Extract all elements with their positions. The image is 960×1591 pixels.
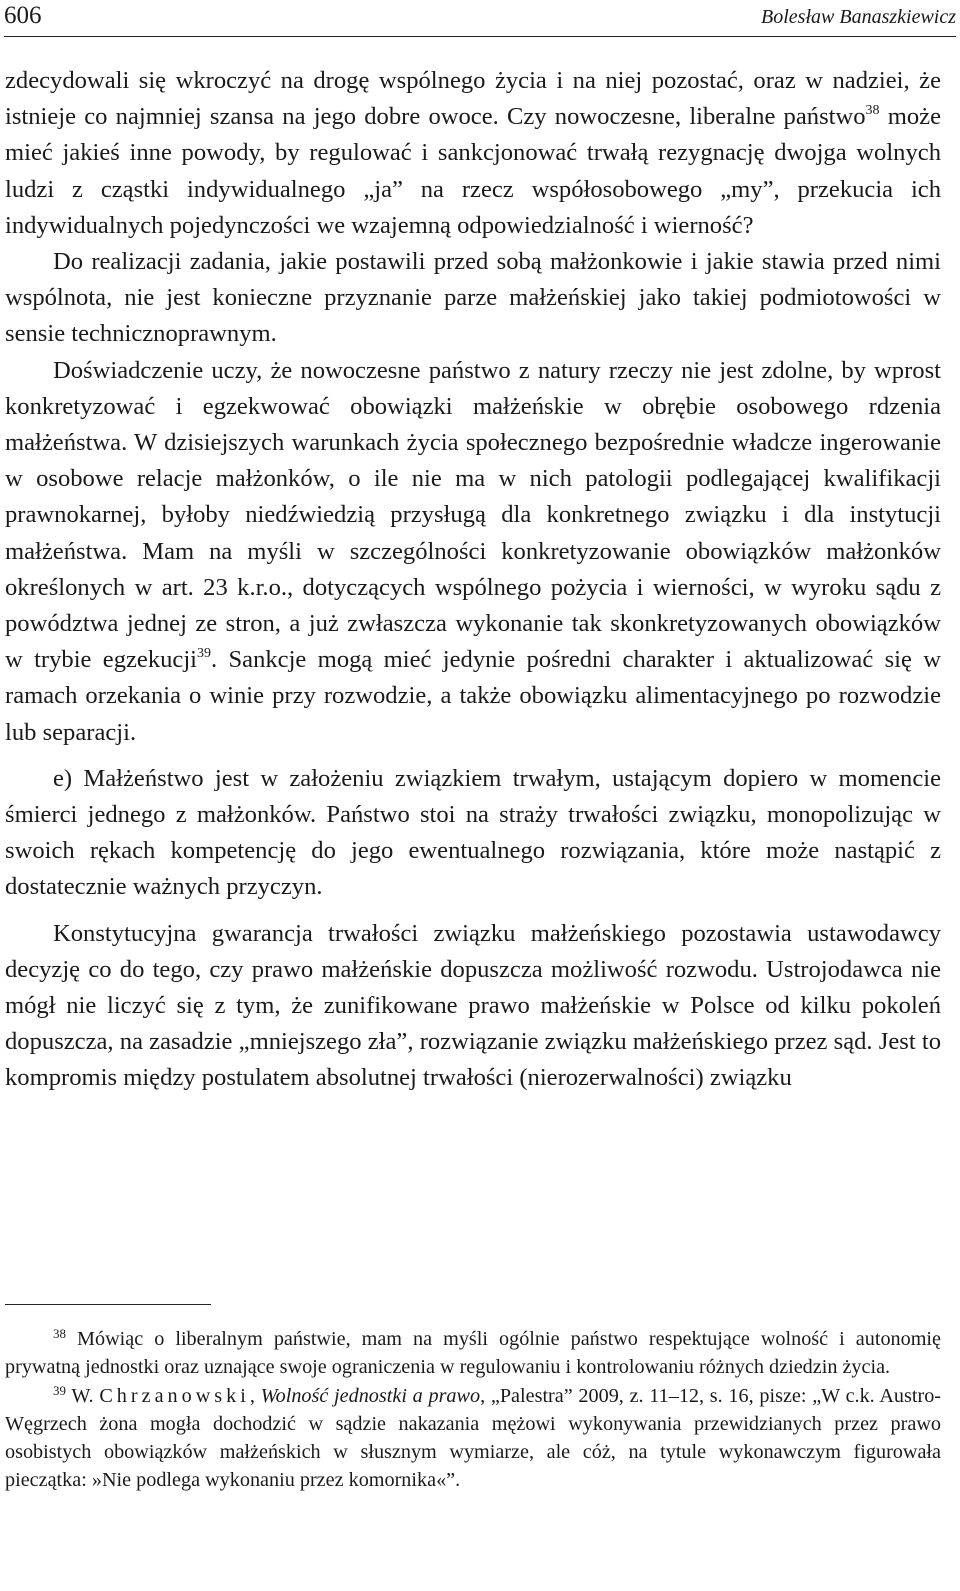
running-author: Bolesław Banaszkiewicz	[761, 6, 956, 28]
footnote-39-author-surname: Chrzanowski	[99, 1384, 250, 1407]
footnote-39-number: 39	[53, 1382, 66, 1398]
paragraph-3	[5, 353, 941, 751]
footnote-ref-39[interactable]: 39	[197, 646, 212, 662]
footnote-39-text: , „Palestra” 2009, z. 11–12, s. 16, pisze: „W c.k. Austro-Węgrzech żona mogła dochodzić w sądzie nakazania mężowi wykonywania przewidzianych przez prawo osobistych obowiązków małżeńskich w słusznym wymiarze, ale cóż, na tytule wykonawczym figurowała pieczątka: »Nie podlega wykonaniu przez komornika«”.	[5, 1384, 942, 1492]
footnotes	[5, 1325, 941, 1495]
footnote-39-title: Wolność jednostki a prawo	[260, 1384, 481, 1407]
footnote-38	[5, 1325, 941, 1382]
paragraph-5: Konstytucyjna gwarancja trwałości związku małżeńskiego pozostawia ustawodawcy decyzję co do tego, czy prawo małżeńskie dopuszcza możliwość rozwodu. Ustrojodawca nie mógł nie liczyć się z tym, że zunifikowane prawo małżeńskie w Polsce od kilku pokoleń dopuszcza, na zasadzie „mniejszego zła”, rozwiązanie związku małżeńskiego przez sąd. Jest to kompromis między postulatem absolutnej trwałości (nierozerwalności) związku	[5, 919, 941, 1092]
footnote-38-number: 38	[53, 1326, 66, 1341]
paragraph-2: Do realizacji zadania, jakie postawili przed sobą małżonkowie i jakie stawia przed nimi wspólnota, nie jest konieczne przyznanie parze małżeńskiej jako takiej podmiotowości w sensie technicznoprawnym.	[5, 248, 941, 348]
footnote-39-separator: ,	[249, 1384, 261, 1407]
paragraph-4: e) Małżeństwo jest w założeniu związkiem trwałym, ustającym dopiero w momencie śmierci jednego z małżonków. Państwo stoi na straży trwałości związku, monopolizując w swoich rękach kompetencję do jego ewentualnego rozwiązania, które może nastąpić z dostatecznie ważnych przyczyn.	[5, 764, 941, 901]
footnote-39	[5, 1382, 941, 1495]
paragraph-1	[5, 63, 941, 244]
paragraph-1-text-a: zdecydowali się wkroczyć na drogę wspólnego życia i na niej pozostać, oraz w nadziei, że istnieje co najmniej szansa na jego dobre owoce. Czy nowoczesne, liberalne państwo	[5, 67, 941, 131]
page-number: 606	[4, 2, 42, 29]
running-header	[4, 0, 956, 37]
main-text	[5, 63, 941, 1097]
footnote-ref-38[interactable]: 38	[865, 103, 880, 119]
footnote-38-text: Mówiąc o liberalnym państwie, mam na myśli ogólnie państwo respektujące wolność i autonomię prywatną jednostki oraz uznające swoje ograniczenia w regulowaniu i kontrolowaniu różnych dziedzin życia.	[5, 1328, 941, 1379]
paragraph-3-text-b: . Sankcje mogą mieć jedynie pośredni charakter i aktualizować się w ramach orzekania o winie przy rozwodzie, a także obowiązku alimentacyjnego po rozwodzie lub separacji.	[5, 646, 941, 746]
paragraph-3-text-a: Doświadczenie uczy, że nowoczesne państwo z natury rzeczy nie jest zdolne, by wprost konkretyzować i egzekwować obowiązki małżeńskie w obrębie osobowego rdzenia małżeństwa. W dzisiejszych warunkach życia społecznego bezpośrednie władcze ingerowanie w osobowe relacje małżonków, o ile nie ma w nich patologii podlegającej kwalifikacji prawnokarnej, byłoby niedźwiedzią przysługą dla konkretnego związku i dla instytucji małżeństwa. Mam na myśli w szczególności konkretyzowanie obowiązków małżonków określonych w art. 23 k.r.o., dotyczących wspólnego pożycia i wierności, w wyroku sądu z powództwa jednej ze stron, a już zwłaszcza wykonanie tak skonkretyzowanych obowiązków w trybie egzekucji	[5, 356, 941, 674]
footnote-39-author-initial: W.	[66, 1384, 100, 1407]
footnote-separator	[5, 1304, 211, 1305]
paragraph-1-text-b: może mieć jakieś inne powody, by regulować i sankcjonować trwałą rezygnację dwojga wolnych ludzi z cząstki indywidualnego „ja” na rzecz współosobowego „my”, przekucia ich indywidualnych pojedynczości we wzajemną odpowiedzialność i wierność?	[5, 103, 941, 239]
